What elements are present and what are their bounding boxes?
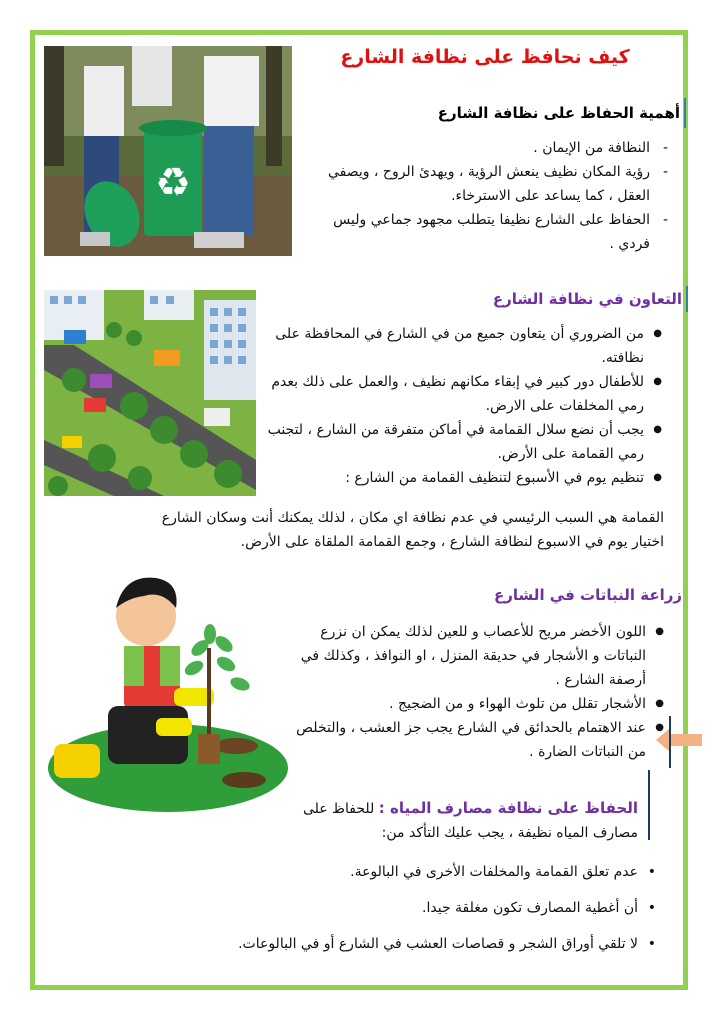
section2-note: القمامة هي السبب الرئيسي في عدم نظافة اي مكان ، لذلك يمكنك أنت وسكان الشارع اختيار يوم في الاسبوع لنظافة الشارع ، وجمع القمامة الملقاة على الأرض.: [161, 510, 664, 550]
section2-list: [262, 322, 664, 490]
list-item: • عدم تعلق القمامة والمخلفات الأخرى في البالوعة.: [140, 854, 658, 890]
section4-list: [140, 854, 658, 962]
section4-paragraph: [296, 796, 638, 845]
list-item: ● اللون الأخضر مريح للأعصاب و للعين لذلك يمكن ان نزرع النباتات و الأشجار في حديقة المنزل ، او النوافذ ، وكذلك في أرصفة الشارع .: [296, 620, 666, 692]
list-item: ● من الضروري أن يتعاون جميع من في الشارع في المحافظة على نظافته.: [262, 322, 664, 370]
section3-list: [296, 620, 666, 764]
street-illustration: [44, 290, 256, 496]
section3-heading: زراعة النباتات في الشارع: [494, 586, 682, 604]
section4-heading: الحفاظ على نظافة مصارف المياه :: [378, 799, 638, 817]
list-item: - الحفاظ على الشارع نظيفا يتطلب مجهود جماعي وليس فردي .: [298, 208, 672, 256]
arrow-left-icon: [656, 728, 702, 752]
list-item: ● للأطفال دور كبير في إبقاء مكانهم نظيف ، والعمل على ذلك بعدم رمي المخلفات على الارض.: [262, 370, 664, 418]
page-title: كيف نحافظ على نظافة الشارع: [340, 46, 630, 68]
list-item: - رؤية المكان نظيف ينعش الرؤية ، ويهدئ الروح ، ويصفي العقل ، كما يساعد على الاسترخاء.: [298, 160, 672, 208]
section4-intro: للحفاظ على مصارف المياه نظيفة ، يجب عليك التأكد من:: [302, 801, 638, 841]
section4-bar: [648, 770, 650, 840]
section2-heading: التعاون في نظافة الشارع: [492, 290, 682, 308]
section3-bar: [669, 716, 671, 768]
section1-heading: أهمية الحفاظ على نظافة الشارع: [437, 104, 680, 122]
list-item: - النظافة من الإيمان .: [298, 136, 672, 160]
list-item: ● عند الاهتمام بالحدائق في الشارع يجب جز العشب ، والتخلص من النباتات الضارة .: [296, 716, 666, 764]
planting-boy-illustration: [44, 568, 290, 816]
svg-text:♻: ♻: [155, 160, 191, 206]
list-item: ● الأشجار تقلل من تلوث الهواء و من الضجيج .: [296, 692, 666, 716]
section1-bar: [684, 98, 686, 128]
list-item: • أن أغطية المصارف تكون مغلقة جيدا.: [140, 890, 658, 926]
section1-list: [298, 136, 672, 256]
recycling-photo: [44, 46, 292, 256]
list-item: ● تنظيم يوم في الأسبوع لتنظيف القمامة من الشارع :: [262, 466, 664, 490]
section2-bar: [686, 286, 688, 312]
list-item: • لا تلقي أوراق الشجر و قصاصات العشب في الشارع أو في البالوعات.: [140, 926, 658, 962]
list-item: ● يجب أن نضع سلال القمامة في أماكن متفرقة من الشارع ، لتجنب رمي القمامة على الأرض.: [262, 418, 664, 466]
